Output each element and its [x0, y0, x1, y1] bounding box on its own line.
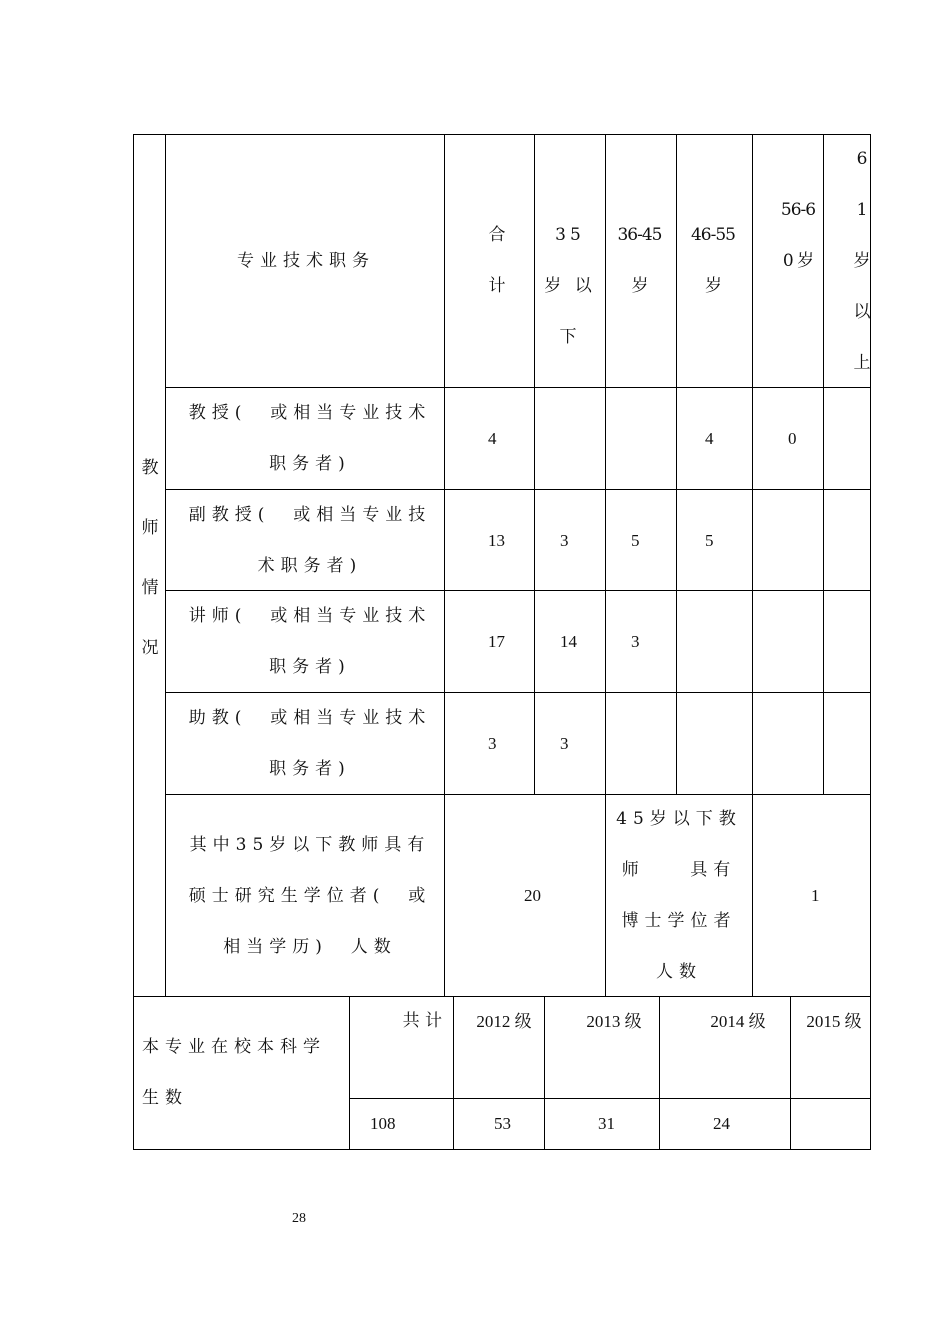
page-number: 28: [292, 1211, 306, 1226]
grade-2013-header: 2013 级: [586, 1012, 642, 1031]
row-label: 助教( 或相当专业技术职务者): [188, 708, 432, 779]
grade-2014-header: 2014 级: [710, 1012, 766, 1031]
summary-value-masters: 20: [524, 886, 541, 905]
row-label: 讲师( 或相当专业技术职务者): [188, 606, 432, 677]
header-age-56-60: 56-60 岁: [780, 200, 816, 271]
header-title: 专业技术职务: [237, 251, 375, 271]
summary-label-doctorate: 45岁以下教师 具有博士学位者人数: [616, 809, 742, 982]
row-total: 13: [488, 531, 505, 550]
row-age-under-35: 3: [560, 734, 569, 753]
header-age-46-55: 46-55 岁: [690, 225, 740, 296]
students-total-value: 108: [370, 1114, 396, 1133]
header-age-over-61: 6 1 岁 以 上: [853, 149, 876, 373]
summary-value-doctorate: 1: [811, 886, 820, 905]
grade-2014-value: 24: [713, 1114, 730, 1133]
row-total: 3: [488, 734, 497, 753]
row-total: 4: [488, 429, 497, 448]
row-age-56-60: 0: [788, 429, 797, 448]
row-label: 副教授( 或相当专业技术职务者): [188, 505, 432, 576]
students-total-label: 共 计: [402, 1011, 442, 1031]
section-label-teachers: 教 师 情 况: [141, 458, 164, 658]
grade-2012-header: 2012 级: [476, 1012, 532, 1031]
row-age-46-55: 4: [705, 429, 714, 448]
summary-label-masters: 其中35岁以下教师具有硕士研究生学位者( 或相当学历) 人数: [188, 835, 432, 957]
grade-2012-value: 53: [494, 1114, 511, 1133]
row-age-under-35: 3: [560, 531, 569, 550]
row-age-46-55: 5: [705, 531, 714, 550]
students-label: 本专业在校本科学生数: [142, 1037, 326, 1108]
header-total: 合 计: [488, 225, 511, 296]
row-age-36-45: 5: [631, 531, 640, 550]
grade-2015-header: 2015 级: [806, 1012, 862, 1031]
grade-2013-value: 31: [598, 1114, 615, 1133]
row-age-under-35: 14: [560, 632, 577, 651]
row-total: 17: [488, 632, 505, 651]
header-age-under-35: 35 岁 以下: [544, 225, 596, 347]
row-label: 教授( 或相当专业技术职务者): [188, 403, 432, 474]
row-age-36-45: 3: [631, 632, 640, 651]
header-age-36-45: 36-45 岁: [617, 225, 666, 296]
